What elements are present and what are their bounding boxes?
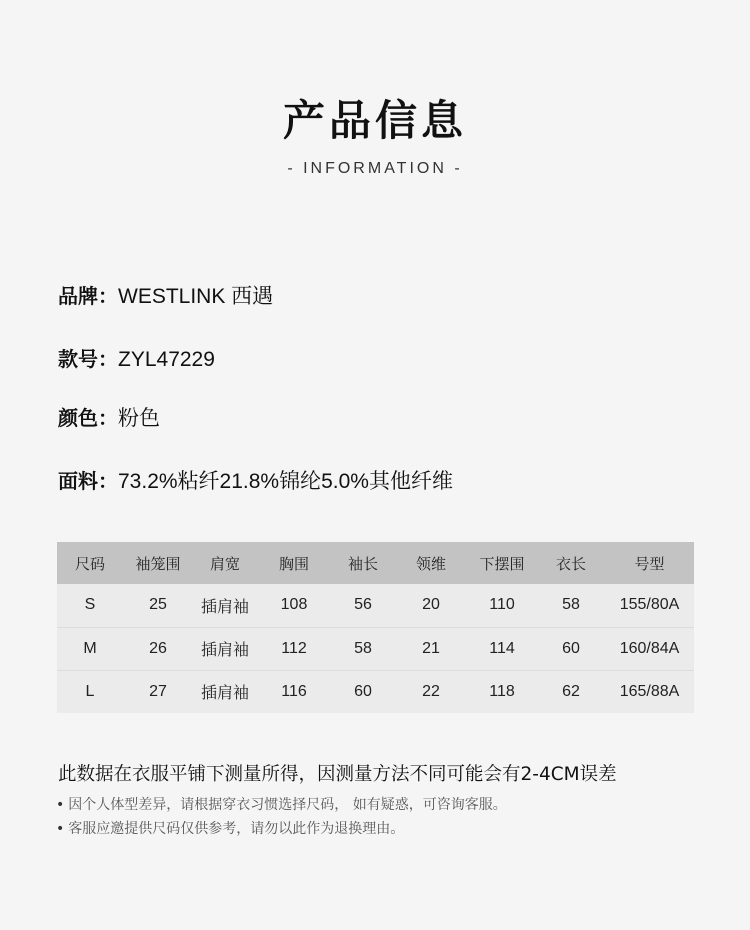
header-cell: 衣长: [537, 542, 605, 584]
brand-label: 品牌：: [58, 284, 118, 308]
table-cell: 108: [257, 584, 331, 627]
table-cell: 110: [467, 584, 537, 627]
color-value: 粉色: [118, 407, 160, 430]
info-brand: [58, 280, 273, 310]
style-no-value: ZYL47229: [118, 348, 215, 371]
note-item-text: 客服应邀提供尺码仅供参考，请勿以此作为退换理由。: [68, 821, 405, 837]
table-row: [57, 627, 694, 670]
header-cell: 胸围: [257, 542, 331, 584]
info-fabric: [58, 465, 453, 495]
table-cell: 21: [395, 627, 467, 670]
table-cell: 56: [331, 584, 395, 627]
header-cell: 号型: [605, 542, 694, 584]
header-cell: 尺码: [57, 542, 123, 584]
measurement-note: 此数据在衣服平铺下测量所得，因测量方法不同可能会有2-4CM误差: [58, 764, 617, 785]
style-no-label: 款号：: [58, 347, 118, 371]
table-row: [57, 584, 694, 627]
bullet-icon: •: [56, 797, 65, 813]
info-style-no: [58, 343, 215, 372]
header-cell: 下摆围: [467, 542, 537, 584]
table-cell: 20: [395, 584, 467, 627]
fabric-label: 面料：: [58, 469, 118, 493]
brand-value: WESTLINK 西遇: [118, 285, 274, 308]
header-cell: 袖长: [331, 542, 395, 584]
size-table: [57, 542, 694, 713]
info-color: [58, 402, 160, 432]
size-table-header: [57, 542, 694, 584]
table-cell: 62: [537, 670, 605, 713]
table-cell: 114: [467, 627, 537, 670]
table-cell: 22: [395, 670, 467, 713]
table-cell: 58: [537, 584, 605, 627]
table-cell: 插肩袖: [193, 670, 257, 713]
page-title: 产品信息: [282, 96, 467, 145]
table-cell: 60: [331, 670, 395, 713]
header-cell: 领维: [395, 542, 467, 584]
fabric-value: 73.2%粘纤21.8%锦纶5.0%其他纤维: [118, 470, 453, 493]
header-cell: 肩宽: [193, 542, 257, 584]
color-label: 颜色：: [58, 406, 118, 430]
bullet-icon: •: [56, 821, 65, 837]
note-item-text: 因个人体型差异，请根据穿衣习惯选择尺码， 如有疑惑，可咨询客服。: [68, 797, 507, 813]
table-cell: 165/88A: [605, 670, 694, 713]
note-item: [56, 818, 404, 838]
page-subtitle: - INFORMATION -: [287, 160, 463, 177]
table-cell: 25: [123, 584, 193, 627]
table-cell: 118: [467, 670, 537, 713]
table-cell: 插肩袖: [193, 627, 257, 670]
table-cell: 插肩袖: [193, 584, 257, 627]
table-cell: 116: [257, 670, 331, 713]
table-row: [57, 670, 694, 713]
table-cell: 112: [257, 627, 331, 670]
table-cell: 155/80A: [605, 584, 694, 627]
table-cell: 26: [123, 627, 193, 670]
table-cell: L: [57, 670, 123, 713]
table-cell: 60: [537, 627, 605, 670]
note-item: [56, 794, 507, 814]
table-cell: 27: [123, 670, 193, 713]
header-cell: 袖笼围: [123, 542, 193, 584]
table-cell: 160/84A: [605, 627, 694, 670]
table-cell: 58: [331, 627, 395, 670]
table-cell: S: [57, 584, 123, 627]
table-cell: M: [57, 627, 123, 670]
